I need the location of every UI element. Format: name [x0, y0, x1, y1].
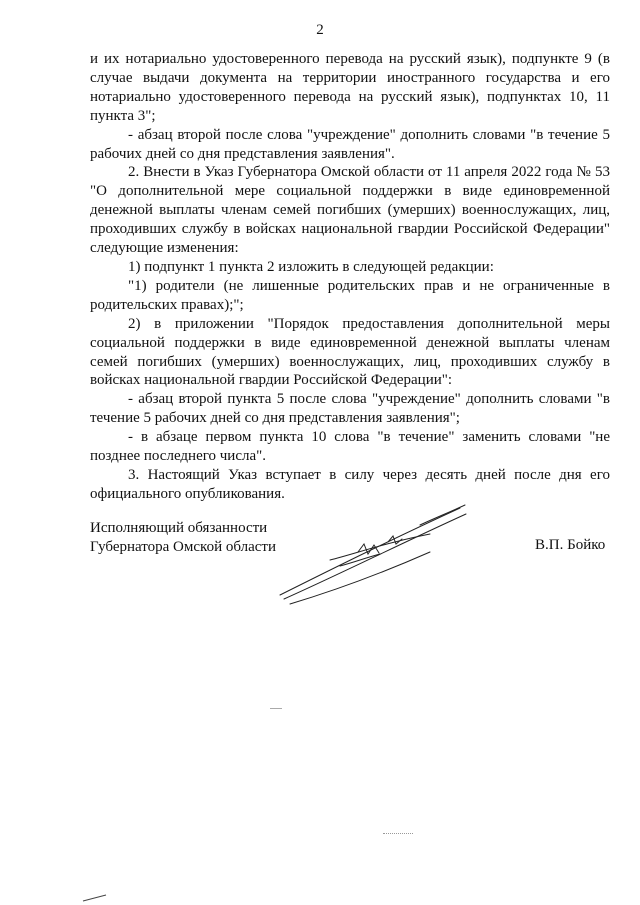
- signatory-name: В.П. Бойко: [535, 537, 606, 553]
- signatory-title: [90, 519, 276, 557]
- paragraph-point-5-change: - абзац второй пункта 5 после слова "учреждение" дополнить словами "в течение 5 рабочих дней со дня представления заявления";: [90, 391, 610, 427]
- paragraph-new-wording: "1) родители (не лишенные родительских прав и не ограниченные в родительских правах);";: [90, 277, 610, 313]
- page-number: 2: [316, 22, 324, 38]
- scan-speck: [270, 708, 282, 709]
- paragraph-subitem-2: 2) в приложении "Порядок предоставления дополнительной меры социальной поддержки в виде единовременной денежной выплаты членам семей погибших (умерших) военнослужащих, лиц, проходивших службу в войсках национальной гвардии Российской Федерации":: [90, 315, 610, 389]
- scan-mark: [82, 893, 108, 903]
- document-body: [90, 50, 610, 504]
- paragraph-item-2: 2. Внести в Указ Губернатора Омской области от 11 апреля 2022 года № 53 "О дополнительной мере социальной поддержки в виде единовременной денежной выплаты членам семей погибших (умерших) военнослужащих, лиц, проходивших службу в войсках национальной гвардии Российской Федерации" следующие изменения:: [90, 164, 610, 257]
- scan-speck: [383, 833, 413, 835]
- paragraph-item-3: 3. Настоящий Указ вступает в силу через десять дней после дня его официального опубликования.: [90, 466, 610, 502]
- handwritten-signature: [270, 500, 470, 610]
- paragraph-amendment-abzac: - абзац второй после слова "учреждение" дополнить словами "в течение 5 рабочих дней со дня представления заявления".: [90, 126, 610, 162]
- signatory-title-line2: Губернатора Омской области: [90, 538, 276, 555]
- signatory-title-line1: Исполняющий обязанности: [90, 520, 268, 536]
- paragraph-subitem-1: 1) подпункт 1 пункта 2 изложить в следующей редакции:: [128, 258, 494, 275]
- paragraph-point-10-change: - в абзаце первом пункта 10 слова "в течение" заменить словами "не позднее последнего числа".: [90, 429, 610, 465]
- paragraph-continuation: и их нотариально удостоверенного перевода на русский язык), подпункте 9 (в случае выдачи документа на территории иностранного государства и его нотариально удостоверенного перевода на русский язык), подпунктах 10, 11 пункта 3";: [90, 51, 610, 124]
